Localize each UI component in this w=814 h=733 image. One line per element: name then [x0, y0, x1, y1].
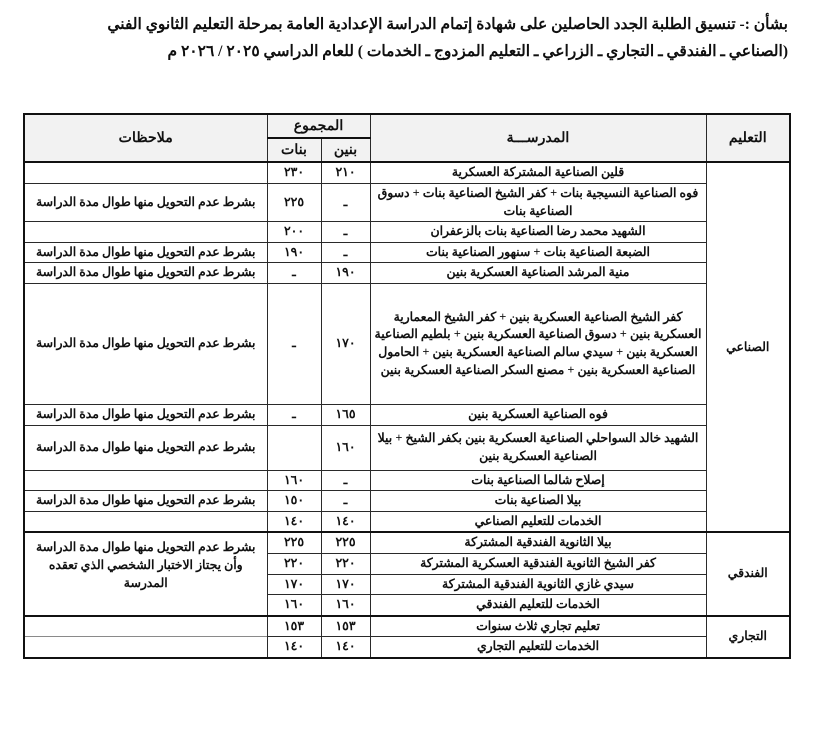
girls-cell: ١٧٠ [267, 574, 321, 595]
girls-cell: ـ [267, 263, 321, 284]
boys-cell: ١٥٣ [321, 616, 370, 637]
table-row [24, 470, 790, 491]
school-cell: إصلاح شالما الصناعية بنات [370, 470, 706, 491]
notes-cell: بشرط عدم التحويل منها طوال مدة الدراسة [24, 491, 267, 512]
school-cell: الشهيد خالد السواحلي الصناعية العسكرية بنين بكفر الشيخ + بيلا الصناعية العسكرية بنين [370, 425, 706, 470]
school-cell: الضبعة الصناعية بنات + سنهور الصناعية بنات [370, 242, 706, 263]
notes-cell: بشرط عدم التحويل منها طوال مدة الدراسة [24, 242, 267, 263]
girls-cell: ١٤٠ [267, 511, 321, 532]
notes-cell: بشرط عدم التحويل منها طوال مدة الدراسة [24, 283, 267, 404]
coordination-table [23, 113, 791, 659]
notes-cell [24, 470, 267, 491]
school-cell: تعليم تجاري ثلاث سنوات [370, 616, 706, 637]
boys-cell: ١٩٠ [321, 263, 370, 284]
school-cell: بيلا الثانوية الفندقية المشتركة [370, 532, 706, 553]
boys-cell: ١٧٠ [321, 283, 370, 404]
school-cell: منية المرشد الصناعية العسكرية بنين [370, 263, 706, 284]
girls-cell: ١٦٠ [267, 595, 321, 616]
table-row [24, 491, 790, 512]
girls-cell: ١٦٠ [267, 470, 321, 491]
education-cell-hotel: الفندقي [706, 532, 790, 615]
girls-cell: ٢٠٠ [267, 222, 321, 243]
notes-cell-hotel-merged: بشرط عدم التحويل منها طوال مدة الدراسة وأن يجتاز الاختبار الشخصي الذي تعقده المدرسة [24, 532, 267, 615]
table-row [24, 283, 790, 404]
notes-cell: بشرط عدم التحويل منها طوال مدة الدراسة [24, 404, 267, 425]
boys-cell: ١٧٠ [321, 574, 370, 595]
school-cell: الخدمات للتعليم الصناعي [370, 511, 706, 532]
boys-cell: ـ [321, 242, 370, 263]
school-cell: كفر الشيخ الصناعية العسكرية بنين + كفر الشيخ المعمارية العسكرية بنين + دسوق الصناعية العسكرية بنين + بلطيم الصناعية العسكرية بنين + سيدي سالم الصناعية العسكرية بنين + الحامول الصناعية العسكرية بنين + مصنع السكر الصناعية العسكرية بنين [370, 283, 706, 404]
school-cell: فوه الصناعية النسيجية بنات + كفر الشيخ الصناعية بنات + دسوق الصناعية بنات [370, 183, 706, 221]
girls-cell [267, 425, 321, 470]
education-cell-industrial: الصناعي [706, 162, 790, 532]
boys-cell: ١٦٠ [321, 595, 370, 616]
header-boys: بنين [321, 138, 370, 162]
boys-cell: ١٦٠ [321, 425, 370, 470]
boys-cell: ١٤٠ [321, 511, 370, 532]
boys-cell: ـ [321, 470, 370, 491]
school-cell: قلين الصناعية المشتركة العسكرية [370, 162, 706, 183]
table-row [24, 162, 790, 183]
school-cell: فوه الصناعية العسكرية بنين [370, 404, 706, 425]
education-cell-commercial: التجاري [706, 616, 790, 658]
table-body [24, 162, 790, 658]
header-education: التعليم [706, 114, 790, 162]
header-school: المدرســـة [370, 114, 706, 162]
table-row [24, 404, 790, 425]
girls-cell: ١٥٠ [267, 491, 321, 512]
notes-cell: بشرط عدم التحويل منها طوال مدة الدراسة [24, 425, 267, 470]
notes-cell: بشرط عدم التحويل منها طوال مدة الدراسة [24, 183, 267, 221]
document-heading [18, 12, 796, 65]
boys-cell: ـ [321, 183, 370, 221]
notes-cell [24, 637, 267, 658]
girls-cell: ٢٣٠ [267, 162, 321, 183]
girls-cell: ـ [267, 404, 321, 425]
table-row [24, 637, 790, 658]
table-row [24, 183, 790, 221]
boys-cell: ٢١٠ [321, 162, 370, 183]
table-row [24, 532, 790, 553]
coordination-table-container [25, 113, 791, 659]
boys-cell: ٢٢٠ [321, 554, 370, 575]
school-cell: سيدي غازي الثانوية الفندقية المشتركة [370, 574, 706, 595]
heading-line-2: (الصناعي ـ الفندقي ـ التجاري ـ الزراعي ـ التعليم المزدوج ـ الخدمات ) للعام الدراسي ٢٠٢٥ / ٢٠٢٦ م [167, 42, 788, 60]
girls-cell: ١٤٠ [267, 637, 321, 658]
notes-cell [24, 616, 267, 637]
boys-cell: ١٤٠ [321, 637, 370, 658]
boys-cell: ـ [321, 222, 370, 243]
heading-line-1: بشأن :- تنسيق الطلبة الجدد الحاصلين على شهادة إتمام الدراسة الإعدادية العامة بمرحلة التعليم الثانوي الفني [107, 16, 788, 33]
table-row [24, 616, 790, 637]
girls-cell: ٢٢٠ [267, 554, 321, 575]
girls-cell: ١٥٣ [267, 616, 321, 637]
header-notes: ملاحظات [24, 114, 267, 162]
notes-cell [24, 162, 267, 183]
table-row [24, 425, 790, 470]
notes-cell [24, 511, 267, 532]
notes-cell [24, 222, 267, 243]
table-row [24, 511, 790, 532]
boys-cell: ـ [321, 491, 370, 512]
boys-cell: ٢٢٥ [321, 532, 370, 553]
girls-cell: ٢٢٥ [267, 532, 321, 553]
school-cell: الخدمات للتعليم الفندقي [370, 595, 706, 616]
notes-cell: بشرط عدم التحويل منها طوال مدة الدراسة [24, 263, 267, 284]
school-cell: كفر الشيخ الثانوية الفندقية العسكرية المشتركة [370, 554, 706, 575]
table-header [24, 114, 790, 162]
school-cell: الخدمات للتعليم التجاري [370, 637, 706, 658]
header-total: المجموع [267, 114, 370, 138]
girls-cell: ـ [267, 283, 321, 404]
school-cell: بيلا الصناعية بنات [370, 491, 706, 512]
table-row [24, 263, 790, 284]
table-row [24, 242, 790, 263]
header-row-1 [24, 114, 790, 138]
header-girls: بنات [267, 138, 321, 162]
school-cell: الشهيد محمد رضا الصناعية بنات بالزعفران [370, 222, 706, 243]
boys-cell: ١٦٥ [321, 404, 370, 425]
girls-cell: ٢٢٥ [267, 183, 321, 221]
girls-cell: ١٩٠ [267, 242, 321, 263]
table-row [24, 222, 790, 243]
